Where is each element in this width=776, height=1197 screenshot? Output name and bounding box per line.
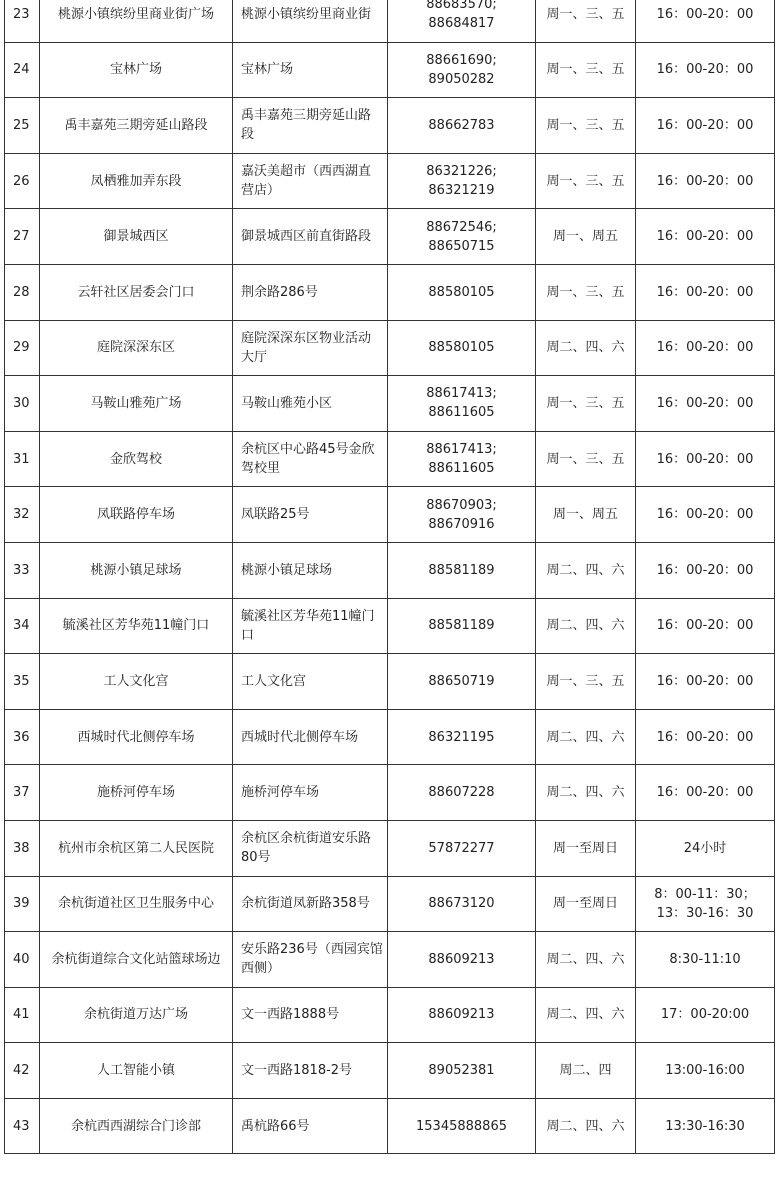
service-hours: 16：00-20：00: [636, 487, 775, 543]
site-address: 宝林广场: [233, 42, 388, 98]
site-address: 嘉沃美超市（西西湖直营店）: [233, 153, 388, 209]
service-days: 周一至周日: [536, 820, 636, 876]
service-days: 周一至周日: [536, 876, 636, 932]
table-row: [5, 98, 775, 154]
site-address: 禹丰嘉苑三期旁延山路段: [233, 98, 388, 154]
service-hours: 8:30-11:10: [636, 932, 775, 988]
site-address: 余杭区余杭街道安乐路80号: [233, 820, 388, 876]
site-location: 毓溪社区芳华苑11幢门口: [40, 598, 233, 654]
site-location: 余杭街道综合文化站篮球场边: [40, 932, 233, 988]
row-number: 38: [5, 820, 40, 876]
service-days: 周一、三、五: [536, 264, 636, 320]
table-row: [5, 431, 775, 487]
site-location: 余杭街道万达广场: [40, 987, 233, 1043]
row-number: 32: [5, 487, 40, 543]
service-hours: 16：00-20：00: [636, 765, 775, 821]
contact-phone: 86321226; 86321219: [388, 153, 536, 209]
table-row: [5, 1043, 775, 1099]
service-days: 周二、四、六: [536, 542, 636, 598]
site-address: 桃源小镇缤纷里商业街: [233, 0, 388, 42]
row-number: 36: [5, 709, 40, 765]
service-hours: 16：00-20：00: [636, 598, 775, 654]
service-hours: 16：00-20：00: [636, 209, 775, 265]
service-days: 周一、周五: [536, 487, 636, 543]
site-address: 文一西路1818-2号: [233, 1043, 388, 1099]
site-address: 桃源小镇足球场: [233, 542, 388, 598]
contact-phone: 88617413; 88611605: [388, 376, 536, 432]
site-location: 马鞍山雅苑广场: [40, 376, 233, 432]
contact-phone: 88673120: [388, 876, 536, 932]
site-location: 杭州市余杭区第二人民医院: [40, 820, 233, 876]
table-row: [5, 932, 775, 988]
service-days: 周二、四、六: [536, 709, 636, 765]
site-location: 云轩社区居委会门口: [40, 264, 233, 320]
row-number: 33: [5, 542, 40, 598]
row-number: 43: [5, 1098, 40, 1154]
service-days: 周一、三、五: [536, 431, 636, 487]
contact-phone: 57872277: [388, 820, 536, 876]
table-row: [5, 765, 775, 821]
row-number: 40: [5, 932, 40, 988]
site-address: 余杭区中心路45号金欣驾校里: [233, 431, 388, 487]
contact-phone: 88580105: [388, 320, 536, 376]
site-location: 桃源小镇足球场: [40, 542, 233, 598]
contact-phone: 86321195: [388, 709, 536, 765]
contact-phone: 88580105: [388, 264, 536, 320]
site-address: 毓溪社区芳华苑11幢门口: [233, 598, 388, 654]
site-address: 安乐路236号（西园宾馆西侧）: [233, 932, 388, 988]
service-hours: 16：00-20：00: [636, 264, 775, 320]
site-location: 凤栖雅加弄东段: [40, 153, 233, 209]
table-body: [5, 0, 775, 1154]
contact-phone: 88617413; 88611605: [388, 431, 536, 487]
site-location: 工人文化宫: [40, 654, 233, 710]
testing-sites-table: [4, 0, 775, 1154]
site-address: 西城时代北侧停车场: [233, 709, 388, 765]
service-hours: 13:00-16:00: [636, 1043, 775, 1099]
service-days: 周二、四、六: [536, 598, 636, 654]
row-number: 30: [5, 376, 40, 432]
site-location: 御景城西区: [40, 209, 233, 265]
service-hours: 16：00-20：00: [636, 654, 775, 710]
site-address: 禹杭路66号: [233, 1098, 388, 1154]
site-address: 施桥河停车场: [233, 765, 388, 821]
contact-phone: 88581189: [388, 542, 536, 598]
contact-phone: 88683570; 88684817: [388, 0, 536, 42]
service-hours: 16：00-20：00: [636, 42, 775, 98]
site-location: 余杭西西湖综合门诊部: [40, 1098, 233, 1154]
site-location: 金欣驾校: [40, 431, 233, 487]
table-row: [5, 654, 775, 710]
contact-phone: 88670903; 88670916: [388, 487, 536, 543]
service-hours: 16：00-20：00: [636, 431, 775, 487]
row-number: 31: [5, 431, 40, 487]
service-hours: 17：00-20:00: [636, 987, 775, 1043]
service-days: 周一、三、五: [536, 42, 636, 98]
table-row: [5, 709, 775, 765]
site-location: 桃源小镇缤纷里商业街广场: [40, 0, 233, 42]
contact-phone: 88661690; 89050282: [388, 42, 536, 98]
site-location: 宝林广场: [40, 42, 233, 98]
contact-phone: 88609213: [388, 932, 536, 988]
site-location: 凤联路停车场: [40, 487, 233, 543]
contact-phone: 88609213: [388, 987, 536, 1043]
site-address: 御景城西区前直街路段: [233, 209, 388, 265]
site-location: 庭院深深东区: [40, 320, 233, 376]
service-days: 周二、四、六: [536, 932, 636, 988]
table-row: [5, 820, 775, 876]
site-location: 人工智能小镇: [40, 1043, 233, 1099]
site-location: 余杭街道社区卫生服务中心: [40, 876, 233, 932]
row-number: 25: [5, 98, 40, 154]
service-hours: 16：00-20：00: [636, 98, 775, 154]
contact-phone: 89052381: [388, 1043, 536, 1099]
site-address: 庭院深深东区物业活动大厅: [233, 320, 388, 376]
row-number: 28: [5, 264, 40, 320]
service-hours: 16：00-20：00: [636, 709, 775, 765]
table-row: [5, 876, 775, 932]
row-number: 24: [5, 42, 40, 98]
table-row: [5, 320, 775, 376]
site-address: 荆余路286号: [233, 264, 388, 320]
site-location: 施桥河停车场: [40, 765, 233, 821]
service-days: 周一、三、五: [536, 0, 636, 42]
service-days: 周二、四、六: [536, 987, 636, 1043]
contact-phone: 88650719: [388, 654, 536, 710]
row-number: 27: [5, 209, 40, 265]
table-row: [5, 598, 775, 654]
service-days: 周二、四、六: [536, 1098, 636, 1154]
service-days: 周一、周五: [536, 209, 636, 265]
site-location: 西城时代北侧停车场: [40, 709, 233, 765]
service-hours: 24小时: [636, 820, 775, 876]
row-number: 23: [5, 0, 40, 42]
site-address: 工人文化宫: [233, 654, 388, 710]
row-number: 41: [5, 987, 40, 1043]
row-number: 26: [5, 153, 40, 209]
table-row: [5, 153, 775, 209]
table-row: [5, 987, 775, 1043]
site-address: 文一西路1888号: [233, 987, 388, 1043]
row-number: 39: [5, 876, 40, 932]
site-address: 马鞍山雅苑小区: [233, 376, 388, 432]
row-number: 42: [5, 1043, 40, 1099]
service-hours: 13:30-16:30: [636, 1098, 775, 1154]
row-number: 35: [5, 654, 40, 710]
table-row: [5, 42, 775, 98]
row-number: 29: [5, 320, 40, 376]
contact-phone: 88662783: [388, 98, 536, 154]
service-days: 周二、四: [536, 1043, 636, 1099]
site-address: 凤联路25号: [233, 487, 388, 543]
service-hours: 8：00-11：30；13：30-16：30: [636, 876, 775, 932]
table-row: [5, 0, 775, 42]
service-days: 周一、三、五: [536, 654, 636, 710]
contact-phone: 88672546; 88650715: [388, 209, 536, 265]
table-row: [5, 376, 775, 432]
contact-phone: 88607228: [388, 765, 536, 821]
row-number: 37: [5, 765, 40, 821]
site-location: 禹丰嘉苑三期旁延山路段: [40, 98, 233, 154]
service-days: 周二、四、六: [536, 765, 636, 821]
service-hours: 16：00-20：00: [636, 320, 775, 376]
service-hours: 16：00-20：00: [636, 542, 775, 598]
table-row: [5, 1098, 775, 1154]
service-days: 周一、三、五: [536, 376, 636, 432]
table-row: [5, 542, 775, 598]
table-row: [5, 264, 775, 320]
service-hours: 16：00-20：00: [636, 153, 775, 209]
site-address: 余杭街道凤新路358号: [233, 876, 388, 932]
table-row: [5, 487, 775, 543]
service-days: 周一、三、五: [536, 98, 636, 154]
table-row: [5, 209, 775, 265]
service-hours: 16：00-20：00: [636, 376, 775, 432]
service-hours: 16：00-20：00: [636, 0, 775, 42]
service-days: 周二、四、六: [536, 320, 636, 376]
contact-phone: 88581189: [388, 598, 536, 654]
contact-phone: 15345888865: [388, 1098, 536, 1154]
row-number: 34: [5, 598, 40, 654]
service-days: 周一、三、五: [536, 153, 636, 209]
